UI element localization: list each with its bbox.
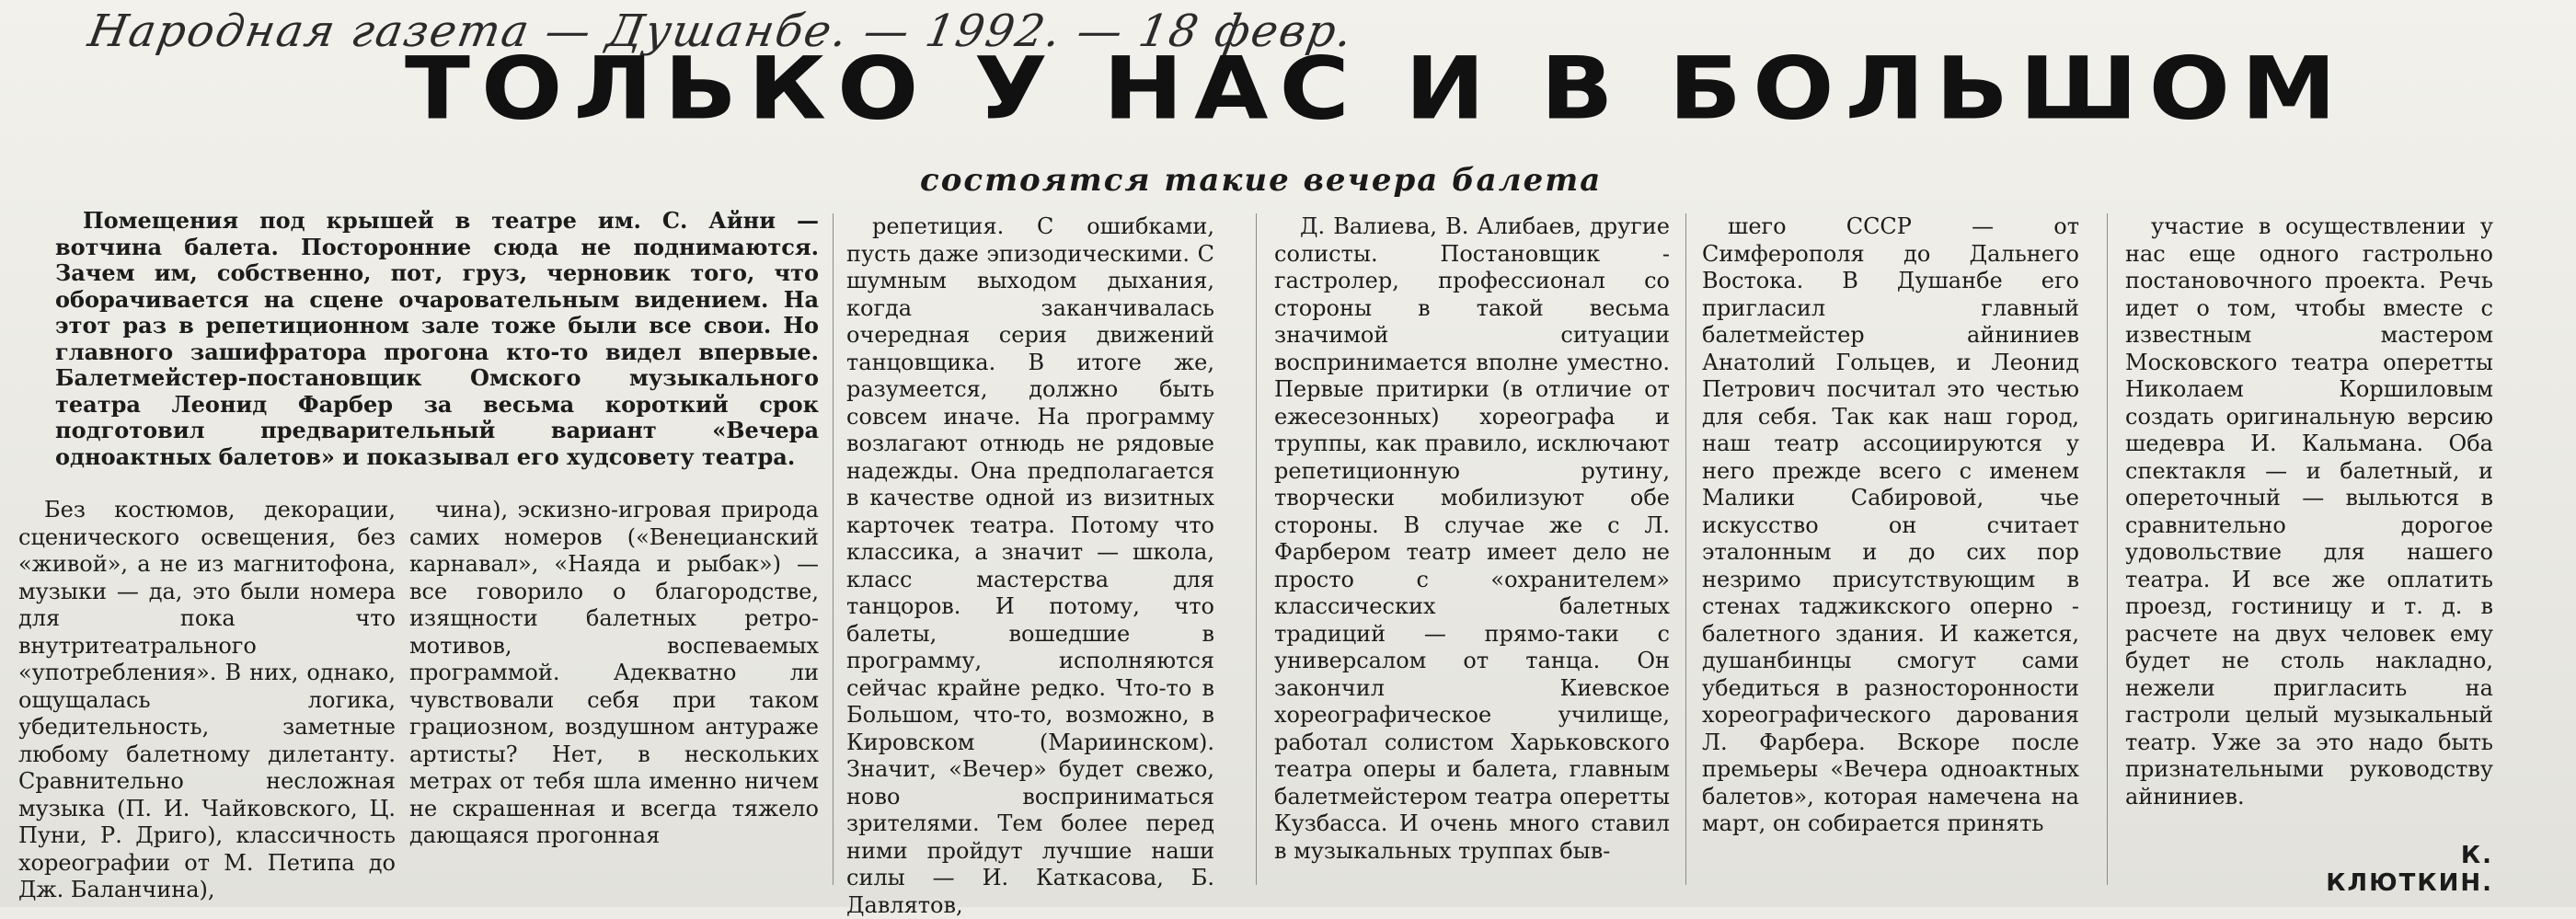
- author-signature: К. КЛЮТКИН.: [2326, 842, 2493, 897]
- column-divider: [1685, 213, 1686, 885]
- column-text: участие в осуществлении у нас еще одного гастрольно постановочного проекта. Речь идет о том, чтобы вместе с известным мастером Московского театра оперетты Николаем Коршиловым создать оригинальную версию шедевра И. Кальмана. Оба спектакля — и балетный, и опереточный — выльются в сравнительно дорогое удовольствие для нашего театра. И все же оплатить проезд, гостиницу и т. д. в расчете на двух человек ему будет не столь накладно, нежели пригласить на гастроли целый музыкальный театр. Уже за это надо быть признательными руководству айниниев.: [2125, 213, 2493, 810]
- article-column-4: [1274, 213, 1670, 885]
- lead-text: Помещения под крышей в театре им. С. Айни — вотчина балета. Посторонние сюда не поднимаются. Зачем им, собственно, пот, груз, черновик того, что оборачивается на сцене очаровательным видением. На этот раз в репетиционном зале тоже были все свои. Но главного зашифратора прогона кто-то видел впервые. Балетмейстер-постановщик Омского музыкального театра Леонид Фарбер за весьма короткий срок подготовил предварительный вариант «Вечера одноактных балетов» и показывал его худсовету театра.: [55, 207, 819, 470]
- column-text: Д. Валиева, В. Алибаев, другие солисты. Постановщик - гастролер, профессионал со стороны в такой весьма значимой ситуации воспринимается вполне уместно. Первые притирки (в отличие от ежесезонных) хореографа и труппы, как правило, исключают репетиционную рутину, творчески мобилизуют обе стороны. В случае же с Л. Фарбером театр имеет дело не просто с «охранителем» классических балетных традиций — прямо-таки с универсалом от танца. Он закончил Киевское хореографическое училище, работал солистом Харьковского театра оперы и балета, главным балетмейстером театра оперетты Кузбасса. И очень много ставил в музыкальных труппах быв-: [1274, 213, 1670, 864]
- column-divider: [833, 213, 834, 885]
- article-column-1: [18, 497, 396, 902]
- article-column-5: [1702, 213, 2079, 885]
- lead-paragraph: [55, 208, 819, 480]
- column-divider: [1256, 213, 1257, 885]
- headline: ТОЛЬКО У НАС И В БОЛЬШОМ: [405, 38, 2348, 139]
- column-text: Без костюмов, декорации, сценического освещения, без «живой», а не из магнитофона, музыки — да, это были номера для пока что внутритеатрального «употребления». В них, однако, ощущалась логика, убедительность, заметные любому балетному дилетанту. Сравнительно несложная музыка (П. И. Чайковского, Ц. Пуни, Р. Дриго), классичность хореографии от М. Петипа до Дж. Баланчина),: [18, 497, 396, 902]
- article-column-3: [846, 213, 1214, 918]
- column-divider: [2107, 213, 2108, 885]
- subheadline: состоятся такие вечера балета: [920, 162, 1603, 199]
- article-column-6: [2125, 213, 2493, 830]
- article-column-2: [409, 497, 819, 883]
- handwritten-source-note: Народная газета — Душанбе. — 1992. — 18 февр.: [84, 6, 1358, 57]
- column-text: шего СССР — от Симферополя до Дальнего Востока. В Душанбе его пригласил главный балетмейстер айниниев Анатолий Гольцев, и Леонид Петрович посчитал это честью для себя. Так как наш город, наш театр ассоциируются у него прежде всего с именем Малики Сабировой, чье искусство он считает эталонным и до сих пор незримо присутствующим в стенах таджикского оперно - балетного здания. И кажется, душанбинцы смогут сами убедиться в разносторонности хореографического дарования Л. Фарбера. Вскоре после премьеры «Вечера одноактных балетов», которая намечена на март, он собирается принять: [1702, 213, 2079, 836]
- column-text: репетиция. С ошибками, пусть даже эпизодическими. С шумным выходом дыхания, когда заканчивалась очередная серия движений танцовщика. В итоге же, разумеется, должно быть совсем иначе. На программу возлагают отнюдь не рядовые надежды. Она предполагается в качестве одной из визитных карточек театра. Потому что классика, а значит — школа, класс мастерства для танцоров. И потому, что балеты, вошедшие в программу, исполняются сейчас крайне редко. Что-то в Большом, что-то, возможно, в Кировском (Мариинском). Значит, «Вечер» будет свежо, ново восприниматься зрителями. Тем более перед ними пройдут лучшие наши силы — И. Каткасова, Б. Давлятов,: [846, 213, 1214, 918]
- column-text: чина), эскизно-игровая природа самих номеров («Венецианский карнавал», «Наяда и рыбак») — все говорило о благородстве, изящности балетных ретро-мотивов, воспеваемых программой. Адекватно ли чувствовали себя при таком грациозном, воздушном антураже артисты? Нет, в нескольких метрах от тебя шла именно ничем не скрашенная и всегда тяжело дающаяся прогонная: [409, 497, 819, 848]
